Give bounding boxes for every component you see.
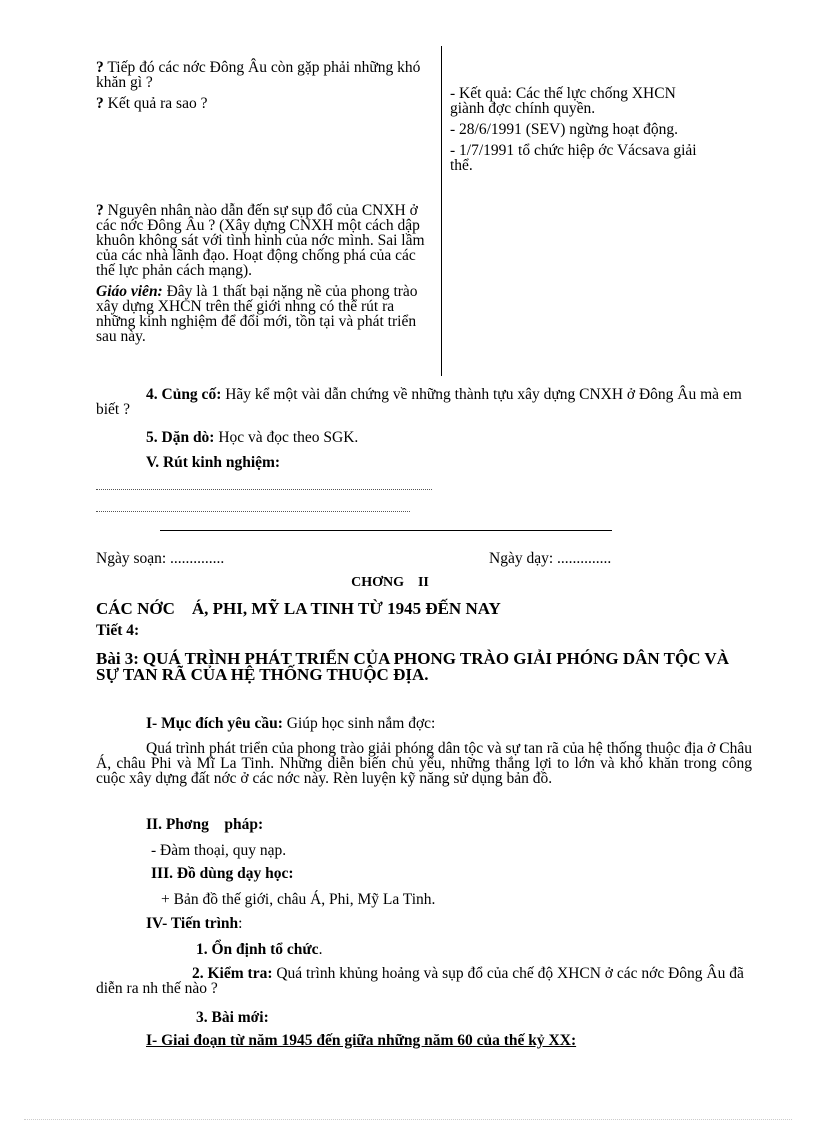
chapter-number: CHƠNG II <box>351 575 429 590</box>
dan-do <box>146 430 358 445</box>
result-item-1: - Kết quả: Các thế lực chống XHCN giành đợc chính quyền. <box>450 85 676 117</box>
do-dung-heading: III. Đồ dùng dạy học: <box>151 865 294 882</box>
lesson-title-text: QUÁ TRÌNH PHÁT TRIỂN CỦA PHONG TRÀO GIẢI PHÓNG DÂN TỘC VÀ SỰ TAN RÃ CỦA HỆ THỐNG THUỘC ĐỊA. <box>96 649 729 684</box>
tiet-label: Tiết 4: <box>96 622 140 639</box>
on-dinh <box>196 942 322 957</box>
lesson-title <box>96 651 756 683</box>
phuong-phap-heading: II. Phơng pháp: <box>146 816 264 833</box>
rut-kinh-nghiem-heading: V. Rút kinh nghiệm: <box>146 454 281 471</box>
question-1-text: Tiếp đó các nớc Đông Âu còn gặp phải những khó khăn gì ? <box>96 59 421 91</box>
muc-dich-label: I- Mục đích yêu cầu: <box>146 715 283 732</box>
do-dung-item: + Bản đồ thế giới, châu Á, Phi, Mỹ La Tinh. <box>161 891 436 908</box>
question-mark: ? <box>96 95 104 112</box>
result-item-2: - 28/6/1991 (SEV) ngừng hoạt động. <box>450 121 678 138</box>
teacher-note <box>96 284 426 344</box>
teacher-label: Giáo viên: <box>96 283 163 300</box>
muc-dich-text: Giúp học sinh nắm đợc: <box>282 715 436 732</box>
question-3-text: Nguyên nhân nào dẫn đến sự sụp đổ của CNXH ở các nớc Đông Âu ? (Xây dựng CNXH một cách dập khuôn không sát với tình hình của nớc mình. Sai lầm của các nhà lãnh đạo. Hoạt động chống phá của các thế lực phản cách mạng). <box>96 202 425 279</box>
giai-doan-heading: I- Giai đoạn từ năm 1945 đến giữa những năm 60 của thế kỷ XX: <box>146 1032 577 1049</box>
on-dinh-dot: . <box>318 941 323 958</box>
cung-co <box>96 387 756 417</box>
muc-dich <box>146 716 435 731</box>
question-1 <box>96 60 426 90</box>
ngay-soan: Ngày soạn: .............. <box>96 550 225 567</box>
chapter-title: CÁC NỚC Á, PHI, MỸ LA TINH TỪ 1945 ĐẾN NAY <box>96 599 501 618</box>
page-bottom-border <box>24 1119 792 1120</box>
dotted-line-1 <box>96 489 432 490</box>
result-item-3: - 1/7/1991 tổ chức hiệp ớc Vácsava giải thể. <box>450 142 697 174</box>
separator-rule <box>160 530 612 531</box>
left-column <box>96 60 426 117</box>
question-mark: ? <box>96 202 104 219</box>
column-divider <box>441 46 442 376</box>
tien-trinh-colon: : <box>238 915 243 932</box>
bai-moi-heading: 3. Bài mới: <box>196 1009 269 1026</box>
cung-co-label: 4. Củng cố: <box>146 386 222 403</box>
dan-do-label: 5. Dặn dò: <box>146 429 215 446</box>
kiem-tra <box>96 966 752 996</box>
tien-trinh-heading <box>146 916 242 931</box>
kiem-tra-label: 2. Kiểm tra: <box>192 965 273 982</box>
phuong-phap-item: - Đàm thoại, quy nạp. <box>151 842 287 859</box>
question-2-text: Kết quả ra sao ? <box>107 95 208 112</box>
on-dinh-label: 1. Ổn định tổ chức <box>196 941 319 958</box>
question-mark: ? <box>96 59 104 76</box>
right-column <box>450 86 710 179</box>
dotted-line-2 <box>96 511 410 512</box>
teacher-text: Đây là 1 thất bại nặng nề của phong trào xây dựng XHCN trên thế giới nhng có thể rút ra những kinh nghiệm để đổi mới, tồn tại và phát triển sau này. <box>96 283 418 345</box>
dan-do-text: Học và đọc theo SGK. <box>214 429 359 446</box>
lesson-label: Bài 3: <box>96 649 139 668</box>
ngay-day: Ngày dạy: .............. <box>489 550 612 567</box>
kiem-tra-text: Quá trình khủng hoảng và sụp đổ của chế độ XHCN ở các nớc Đông Âu đã diễn ra nh thế nào ? <box>96 965 744 997</box>
question-2 <box>96 96 426 111</box>
tien-trinh-label: IV- Tiến trình <box>146 915 239 932</box>
cung-co-text: Hãy kể một vài dẫn chứng về những thành tựu xây dựng CNXH ở Đông Âu mà em biết ? <box>96 386 742 418</box>
left-column-lower <box>96 203 426 350</box>
question-3 <box>96 203 426 278</box>
muc-dich-paragraph: Quá trình phát triển của phong trào giải phóng dân tộc và sự tan rã của hệ thống thuộc địa ở Châu Á, châu Phi và Mĩ La Tinh. Những diễn biến chủ yếu, những thắng lợi to lớn và khó khăn trong công cuộc xây dựng đất nớc ở các nớc này. Rèn luyện kỹ năng sử dụng bản đồ. <box>96 740 752 787</box>
